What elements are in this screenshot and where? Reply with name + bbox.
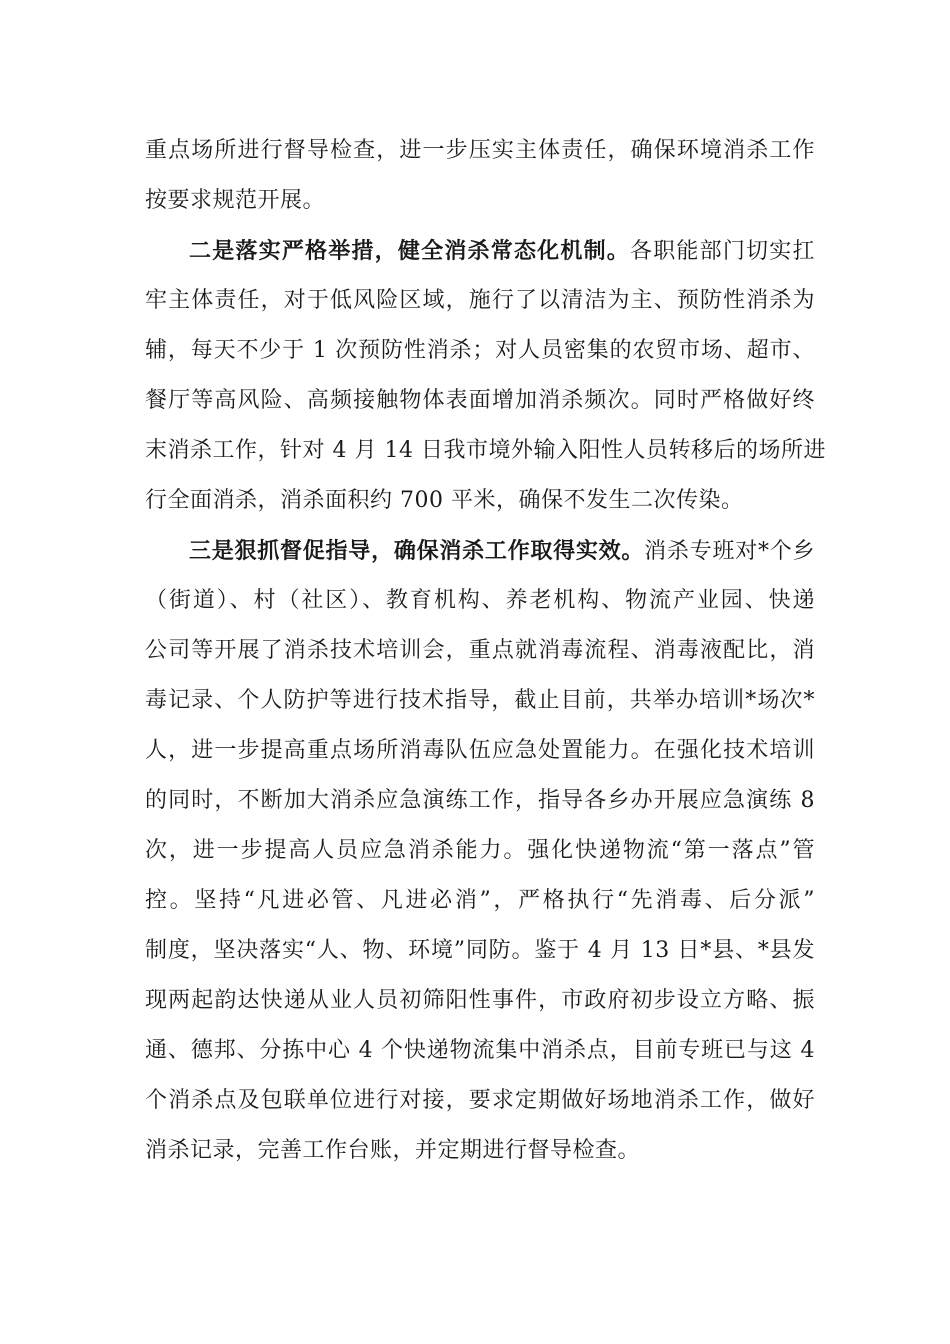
paragraph-3-heading: 三是狠抓督促指导，确保消杀工作取得实效。 xyxy=(189,538,645,564)
paragraph-3-line-12: 个消杀点及包联单位进行对接，要求定期做好场地消杀工作，做好 xyxy=(145,1088,815,1113)
paragraph-3-line-4: 毒记录、个人防护等进行技术指导，截止目前，共举办培训*场次* xyxy=(145,688,815,713)
paragraph-1-line-2: 按要求规范开展。 xyxy=(145,188,326,213)
paragraph-2-heading: 二是落实严格举措，健全消杀常态化机制。 xyxy=(189,238,630,264)
paragraph-3-line-6: 的同时，不断加大消杀应急演练工作，指导各乡办开展应急演练 8 xyxy=(145,788,815,813)
paragraph-2-line-5: 末消杀工作，针对 4 月 14 日我市境外输入阳性人员转移后的场所进 xyxy=(145,438,826,463)
paragraph-3-line-3: 公司等开展了消杀技术培训会，重点就消毒流程、消毒液配比，消 xyxy=(145,638,815,663)
paragraph-2-line-1 xyxy=(189,231,815,271)
paragraph-3-line-10: 现两起韵达快递从业人员初筛阳性事件，市政府初步设立方略、振 xyxy=(145,988,815,1013)
paragraph-2-line-1-text: 各职能部门切实扛 xyxy=(630,239,815,264)
paragraph-3-line-7: 次，进一步提高人员应急消杀能力。强化快递物流“第一落点”管 xyxy=(145,838,815,863)
paragraph-3-line-1 xyxy=(189,531,815,571)
paragraph-2-line-2: 牢主体责任，对于低风险区域，施行了以清洁为主、预防性消杀为 xyxy=(145,288,815,313)
paragraph-3-line-1-text: 消杀专班对*个乡 xyxy=(644,539,815,564)
paragraph-2-line-6: 行全面消杀，消杀面积约 700 平米，确保不发生二次传染。 xyxy=(145,488,744,513)
paragraph-3-line-8: 控。坚持“凡进必管、凡进必消”，严格执行“先消毒、后分派” xyxy=(145,888,815,913)
paragraph-1-line-1: 重点场所进行督导检查，进一步压实主体责任，确保环境消杀工作 xyxy=(145,138,815,163)
paragraph-3-line-9: 制度，坚决落实“人、物、环境”同防。鉴于 4 月 13 日*县、*县发 xyxy=(145,938,815,963)
paragraph-2-line-4: 餐厅等高风险、高频接触物体表面增加消杀频次。同时严格做好终 xyxy=(145,388,815,413)
paragraph-3-line-2: （街道）、村（社区）、教育机构、养老机构、物流产业园、快递 xyxy=(145,588,815,613)
paragraph-3-line-11: 通、德邦、分拣中心 4 个快递物流集中消杀点，目前专班已与这 4 xyxy=(145,1038,815,1063)
paragraph-3-line-13: 消杀记录，完善工作台账，并定期进行督导检查。 xyxy=(145,1138,641,1163)
paragraph-2-line-3: 辅，每天不少于 1 次预防性消杀；对人员密集的农贸市场、超市、 xyxy=(145,338,815,363)
paragraph-3-line-5: 人，进一步提高重点场所消毒队伍应急处置能力。在强化技术培训 xyxy=(145,738,815,763)
